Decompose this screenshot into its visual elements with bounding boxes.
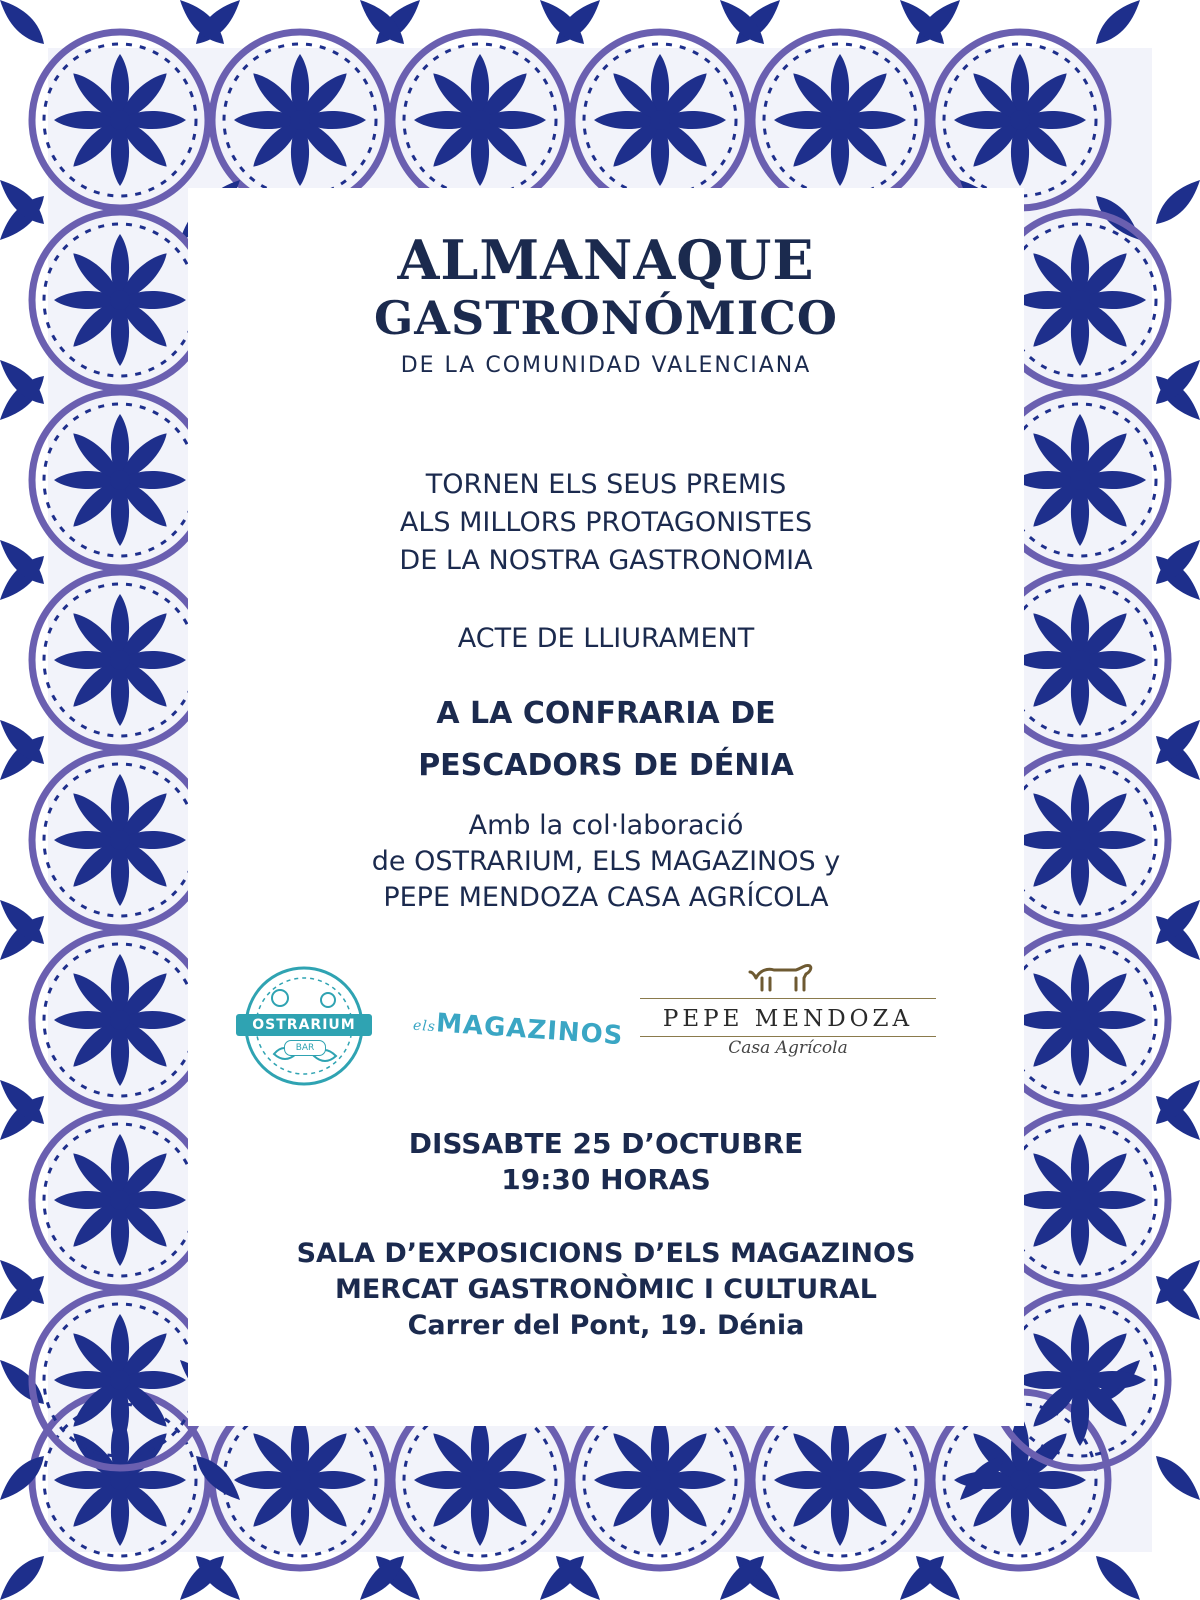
schedule (188, 1126, 1024, 1198)
magazinos-name: MAGAZINOS (435, 1008, 625, 1052)
subtitle: DE LA COMUNIDAD VALENCIANA (400, 353, 812, 378)
title-line1: ALMANAQUE (397, 228, 815, 292)
magazinos-logo (412, 1007, 624, 1052)
collaboration-line: Amb la col·laboració (468, 810, 744, 841)
event-place (188, 688, 1024, 792)
sponsor-logos (188, 948, 1024, 1108)
magazinos-prefix: els (412, 1017, 437, 1036)
venue-line: MERCAT GASTRONÒMIC I CULTURAL (334, 1274, 878, 1305)
intro-line: ALS MILLORS PROTAGONISTES (399, 507, 813, 538)
pepe-mendoza-dog-logo (748, 956, 818, 998)
venue-address (188, 1236, 1024, 1344)
intro-line: DE LA NOSTRA GASTRONOMIA (399, 545, 813, 576)
event-label-text: ACTE DE LLIURAMENT (457, 623, 755, 654)
event-place-line: PESCADORS DE DÉNIA (418, 748, 794, 783)
venue-line: SALA D’EXPOSICIONS D’ELS MAGAZINOS (296, 1238, 916, 1269)
collaboration-text (188, 808, 1024, 916)
pepe-mendoza-name: PEPE MENDOZA (662, 1006, 914, 1032)
ostrarium-sub: BAR (284, 1040, 326, 1056)
title-line2: GASTRONÓMICO (374, 291, 838, 345)
event-place-line: A LA CONFRARIA DE (436, 696, 776, 731)
pepe-mendoza-rule-top (640, 998, 936, 999)
intro-text (188, 466, 1024, 580)
content-panel (188, 188, 1024, 1426)
intro-line: TORNEN ELS SEUS PREMIS (425, 469, 787, 500)
event-time: 19:30 HORAS (501, 1163, 711, 1196)
ostrarium-name: OSTRARIUM (236, 1014, 372, 1036)
collaboration-line: PEPE MENDOZA CASA AGRÍCOLA (383, 882, 829, 913)
collaboration-line: de OSTRARIUM, ELS MAGAZINOS y (371, 846, 841, 877)
event-date: DISSABTE 25 D’OCTUBRE (408, 1127, 804, 1160)
venue-line: Carrer del Pont, 19. Dénia (407, 1310, 805, 1341)
event-label (188, 620, 1024, 658)
pepe-mendoza-rule-bottom (640, 1036, 936, 1037)
pepe-mendoza-sub: Casa Agrícola (728, 1038, 848, 1058)
